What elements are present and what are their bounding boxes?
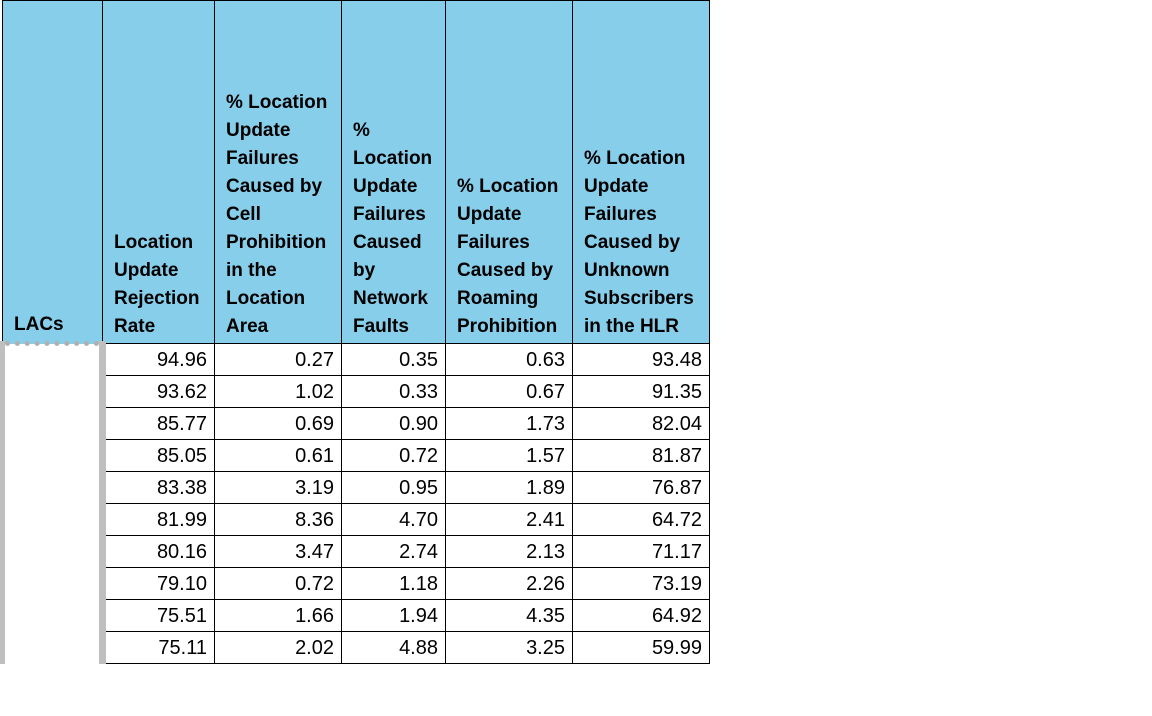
cell-rejection-rate[interactable]: 94.96 — [103, 344, 215, 376]
table-row — [3, 600, 710, 632]
table-row — [3, 536, 710, 568]
table-row — [3, 344, 710, 376]
cell-roaming-prohibition[interactable]: 1.73 — [446, 408, 573, 440]
table-row — [3, 472, 710, 504]
table-row — [3, 376, 710, 408]
cell-unknown-subscribers[interactable]: 71.17 — [573, 536, 710, 568]
cell-unknown-subscribers[interactable]: 73.19 — [573, 568, 710, 600]
cell-rejection-rate[interactable]: 75.51 — [103, 600, 215, 632]
cell-network-faults[interactable]: 2.74 — [342, 536, 446, 568]
cell-cell-prohibition[interactable]: 8.36 — [215, 504, 342, 536]
cell-cell-prohibition[interactable]: 3.47 — [215, 536, 342, 568]
cell-unknown-subscribers[interactable]: 64.92 — [573, 600, 710, 632]
cell-rejection-rate[interactable]: 93.62 — [103, 376, 215, 408]
cell-cell-prohibition[interactable]: 1.66 — [215, 600, 342, 632]
cell-cell-prohibition[interactable]: 0.61 — [215, 440, 342, 472]
cell-unknown-subscribers[interactable]: 76.87 — [573, 472, 710, 504]
header-lacs[interactable]: LACs — [3, 1, 103, 344]
cell-network-faults[interactable]: 0.72 — [342, 440, 446, 472]
cell-cell-prohibition[interactable]: 0.72 — [215, 568, 342, 600]
cell-rejection-rate[interactable]: 81.99 — [103, 504, 215, 536]
cell-unknown-subscribers[interactable]: 81.87 — [573, 440, 710, 472]
cell-rejection-rate[interactable]: 79.10 — [103, 568, 215, 600]
cell-cell-prohibition[interactable]: 1.02 — [215, 376, 342, 408]
cell-network-faults[interactable]: 4.70 — [342, 504, 446, 536]
cell-cell-prohibition[interactable]: 2.02 — [215, 632, 342, 664]
cell-network-faults[interactable]: 1.94 — [342, 600, 446, 632]
cell-unknown-subscribers[interactable]: 64.72 — [573, 504, 710, 536]
table-row — [3, 408, 710, 440]
cell-network-faults[interactable]: 1.18 — [342, 568, 446, 600]
table-row — [3, 440, 710, 472]
cell-unknown-subscribers[interactable]: 93.48 — [573, 344, 710, 376]
cell-roaming-prohibition[interactable]: 2.26 — [446, 568, 573, 600]
header-roaming-prohibition[interactable]: % Location Update Failures Caused by Roaming Prohibition — [446, 1, 573, 344]
header-network-faults[interactable]: % Location Update Failures Caused by Network Faults — [342, 1, 446, 344]
cell-cell-prohibition[interactable]: 0.27 — [215, 344, 342, 376]
cell-network-faults[interactable]: 4.88 — [342, 632, 446, 664]
cell-roaming-prohibition[interactable]: 3.25 — [446, 632, 573, 664]
table-body — [3, 344, 710, 664]
cell-lac[interactable] — [3, 472, 103, 504]
header-cell-prohibition[interactable]: % Location Update Failures Caused by Cell Prohibition in the Location Area — [215, 1, 342, 344]
cell-lac[interactable] — [3, 408, 103, 440]
table-row — [3, 504, 710, 536]
cell-roaming-prohibition[interactable]: 2.41 — [446, 504, 573, 536]
cell-roaming-prohibition[interactable]: 0.67 — [446, 376, 573, 408]
cell-roaming-prohibition[interactable]: 2.13 — [446, 536, 573, 568]
cell-lac[interactable] — [3, 568, 103, 600]
cell-rejection-rate[interactable]: 75.11 — [103, 632, 215, 664]
cell-cell-prohibition[interactable]: 3.19 — [215, 472, 342, 504]
header-unknown-subscribers[interactable]: % Location Update Failures Caused by Unknown Subscribers in the HLR — [573, 1, 710, 344]
cell-rejection-rate[interactable]: 80.16 — [103, 536, 215, 568]
cell-roaming-prohibition[interactable]: 1.57 — [446, 440, 573, 472]
cell-cell-prohibition[interactable]: 0.69 — [215, 408, 342, 440]
cell-roaming-prohibition[interactable]: 4.35 — [446, 600, 573, 632]
cell-lac[interactable] — [3, 600, 103, 632]
cell-unknown-subscribers[interactable]: 59.99 — [573, 632, 710, 664]
cell-network-faults[interactable]: 0.90 — [342, 408, 446, 440]
table-row — [3, 568, 710, 600]
cell-lac[interactable] — [3, 376, 103, 408]
header-rejection-rate[interactable]: Location Update Rejection Rate — [103, 1, 215, 344]
cell-unknown-subscribers[interactable]: 91.35 — [573, 376, 710, 408]
cell-roaming-prohibition[interactable]: 0.63 — [446, 344, 573, 376]
cell-rejection-rate[interactable]: 83.38 — [103, 472, 215, 504]
cell-lac[interactable] — [3, 632, 103, 664]
cell-network-faults[interactable]: 0.95 — [342, 472, 446, 504]
cell-lac[interactable] — [3, 344, 103, 376]
cell-lac[interactable] — [3, 536, 103, 568]
cell-network-faults[interactable]: 0.33 — [342, 376, 446, 408]
cell-network-faults[interactable]: 0.35 — [342, 344, 446, 376]
cell-unknown-subscribers[interactable]: 82.04 — [573, 408, 710, 440]
cell-lac[interactable] — [3, 440, 103, 472]
table-row — [3, 632, 710, 664]
cell-rejection-rate[interactable]: 85.77 — [103, 408, 215, 440]
cell-roaming-prohibition[interactable]: 1.89 — [446, 472, 573, 504]
cell-lac[interactable] — [3, 504, 103, 536]
cell-rejection-rate[interactable]: 85.05 — [103, 440, 215, 472]
header-row — [3, 1, 710, 344]
